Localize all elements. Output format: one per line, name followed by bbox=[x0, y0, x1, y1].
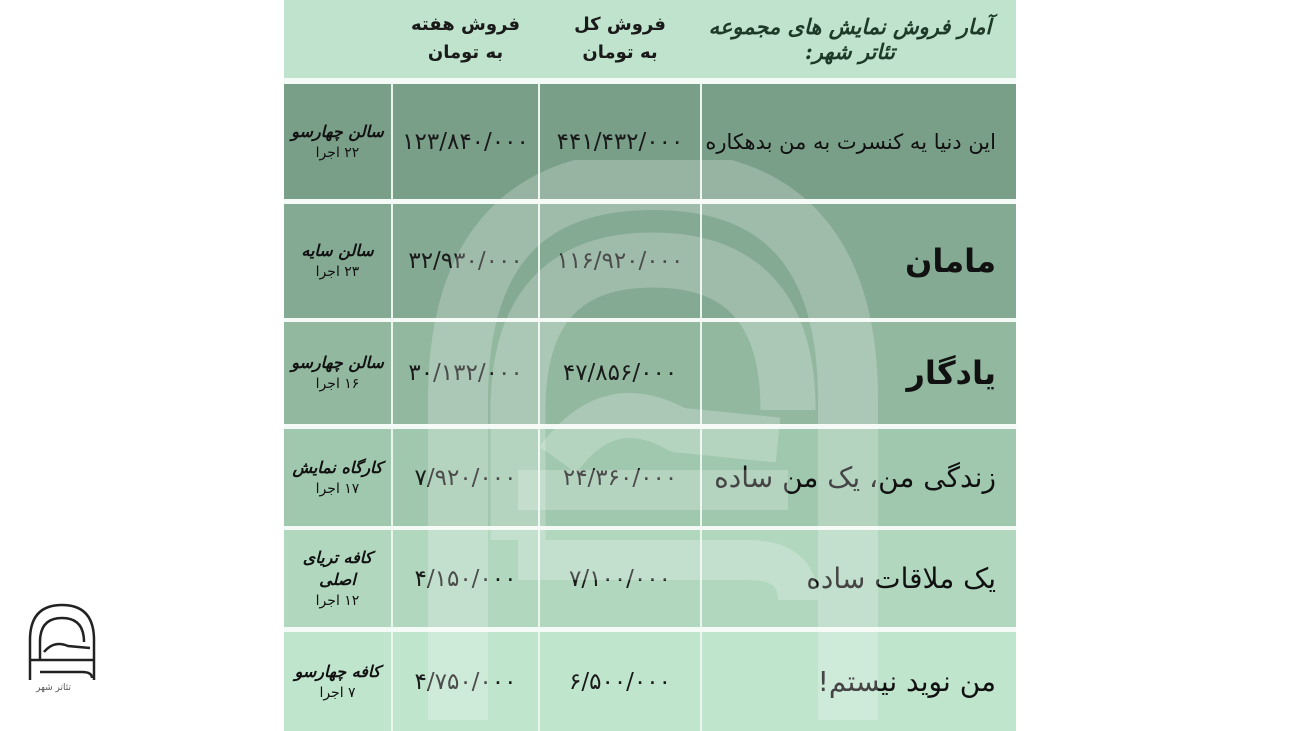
show-title: مامان bbox=[905, 242, 996, 280]
venue-name: سالن چهارسو bbox=[291, 353, 384, 372]
header-total-sales bbox=[540, 0, 700, 78]
table-row bbox=[284, 84, 1016, 199]
header-week-line2: به تومان bbox=[427, 42, 504, 63]
table-header bbox=[284, 0, 1016, 78]
weekly-sales-value: ۳۲/۹۳۰/۰۰۰ bbox=[408, 248, 523, 274]
table-row bbox=[284, 530, 1016, 627]
weekly-sales-value: ۷/۹۲۰/۰۰۰ bbox=[414, 464, 517, 491]
venue-name: کارگاه نمایش bbox=[292, 457, 383, 477]
weekly-sales-value: ۱۲۳/۸۴۰/۰۰۰ bbox=[402, 128, 529, 155]
performance-count: ۷ اجرا bbox=[319, 684, 356, 701]
total-sales-value: ۱۱۶/۹۲۰/۰۰۰ bbox=[556, 248, 684, 274]
performance-count: ۱۶ اجرا bbox=[315, 376, 360, 392]
show-title: زندگی من، یک من ساده bbox=[714, 461, 996, 494]
total-sales-value: ۷/۱۰۰/۰۰۰ bbox=[569, 565, 671, 592]
venue-name: سالن چهارسو bbox=[291, 121, 384, 141]
table-row bbox=[284, 429, 1016, 526]
venue-cell bbox=[284, 322, 391, 424]
header-total-line1: فروش کل bbox=[574, 14, 666, 35]
total-sales-value: ۶/۵۰۰/۰۰۰ bbox=[569, 668, 671, 695]
performance-count: ۲۲ اجرا bbox=[315, 144, 360, 161]
header-week-line1: فروش هفته bbox=[411, 14, 520, 35]
venue-cell bbox=[284, 429, 391, 526]
venue-name: کافه تریای اصلی bbox=[302, 547, 373, 589]
performance-count: ۲۳ اجرا bbox=[315, 264, 360, 280]
total-sales-value: ۴۷/۸۵۶/۰۰۰ bbox=[562, 360, 678, 386]
table-row bbox=[284, 204, 1016, 318]
show-title: این دنیا یه کنسرت به من بدهکاره bbox=[705, 129, 996, 154]
performance-count: ۱۲ اجرا bbox=[315, 592, 360, 609]
header-weekly-sales bbox=[393, 0, 538, 78]
venue-cell bbox=[284, 204, 391, 318]
header-total-line2: به تومان bbox=[582, 42, 658, 63]
table-row bbox=[284, 632, 1016, 731]
venue-cell bbox=[284, 84, 391, 199]
logo-caption: تئاتر شهر bbox=[36, 683, 71, 693]
venue-cell bbox=[284, 632, 391, 731]
table-row bbox=[284, 322, 1016, 424]
total-sales-value: ۴۴۱/۴۳۲/۰۰۰ bbox=[556, 128, 684, 155]
page-title: آمار فروش نمایش های مجموعه تئاتر شهر: bbox=[708, 14, 992, 64]
venue-name: سالن سایه bbox=[301, 241, 374, 260]
venue-cell bbox=[284, 530, 391, 627]
show-title: یک ملاقات ساده bbox=[806, 562, 996, 595]
weekly-sales-value: ۴/۱۵۰/۰۰۰ bbox=[414, 565, 517, 592]
total-sales-value: ۲۴/۳۶۰/۰۰۰ bbox=[562, 464, 678, 491]
weekly-sales-value: ۳۰/۱۳۲/۰۰۰ bbox=[408, 360, 523, 386]
show-title: من نوید نیستم! bbox=[817, 665, 996, 698]
show-title: یادگار bbox=[906, 354, 996, 392]
weekly-sales-value: ۴/۷۵۰/۰۰۰ bbox=[414, 668, 517, 695]
sales-table bbox=[284, 0, 1016, 731]
performance-count: ۱۷ اجرا bbox=[315, 480, 360, 497]
venue-name: کافه چهارسو bbox=[294, 661, 381, 681]
